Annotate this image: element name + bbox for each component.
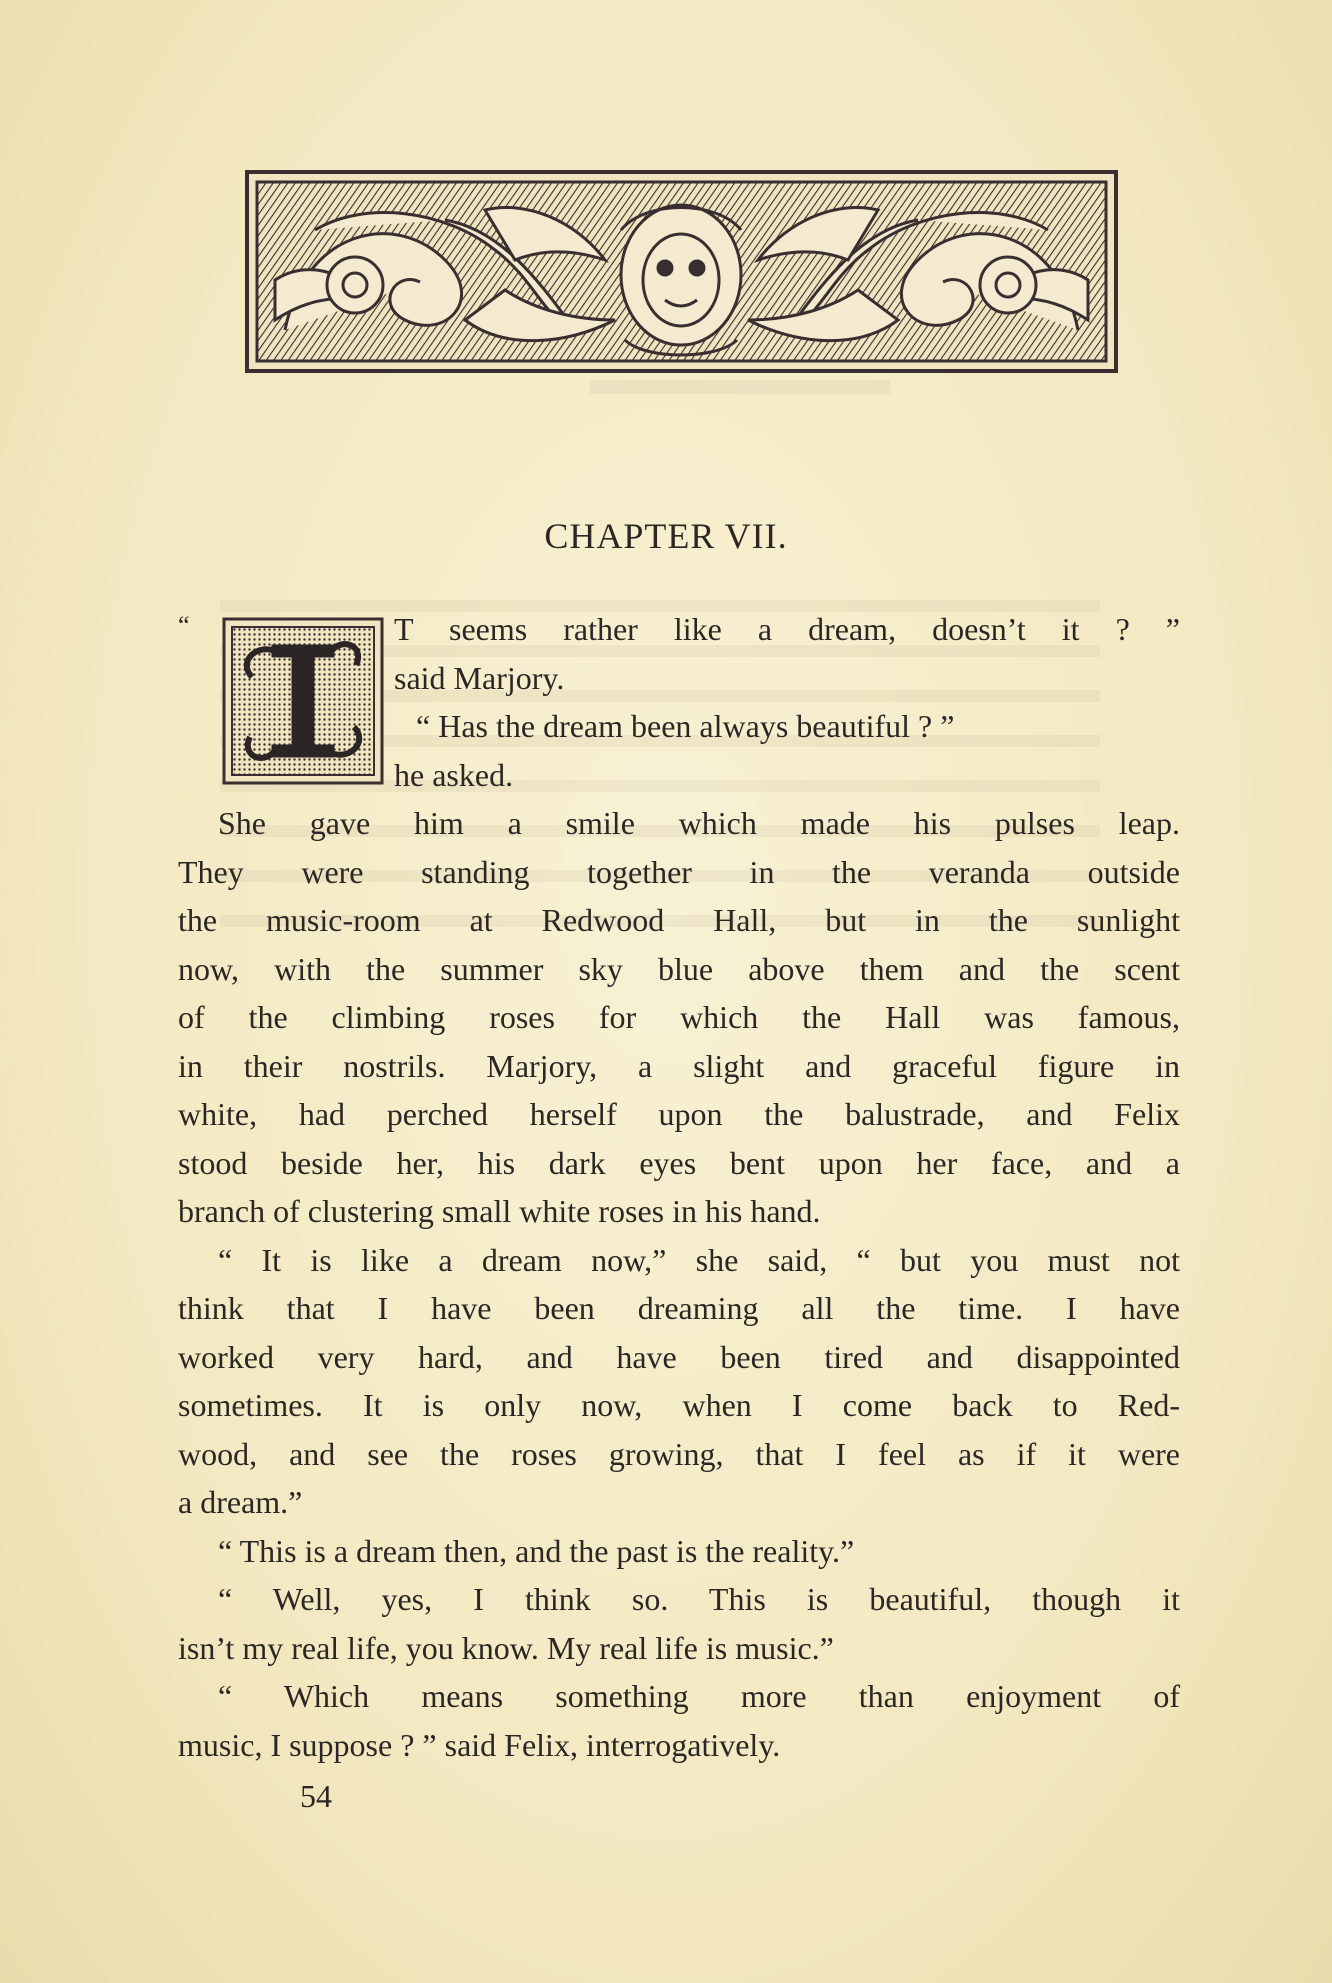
text-line: isn’t my real life, you know. My real life is music.”: [178, 1629, 834, 1666]
text-line: wood, and see the roses growing, that I feel as if it were: [178, 1435, 1180, 1472]
text-line: said Marjory.: [394, 659, 565, 696]
chapter-body-text: [178, 605, 1180, 1769]
text-line: of the climbing roses for which the Hall was famous,: [178, 999, 1180, 1035]
text-line: “ It is like a dream now,” she said, “ but you must not: [218, 1241, 1180, 1278]
text-line: She gave him a smile which made his pulses leap.: [218, 805, 1180, 841]
chapter-title: CHAPTER VII.: [544, 516, 788, 556]
text-line: “ This is a dream then, and the past is the reality.”: [218, 1532, 855, 1569]
text-line: in their nostrils. Marjory, a slight and graceful figure in: [178, 1047, 1180, 1084]
text-line: think that I have been dreaming all the time. I have: [178, 1290, 1180, 1326]
text-line: “ Has the dream been always beautiful ? ”: [416, 708, 955, 744]
ornamental-headpiece: [245, 170, 1118, 373]
page-number: 54: [300, 1778, 332, 1814]
text-line: T seems rather like a dream, doesn’t it ? ”: [394, 611, 1180, 647]
foliage-ornament-icon: [245, 170, 1118, 373]
text-line: branch of clustering small white roses in his hand.: [178, 1193, 821, 1229]
text-line: “ Well, yes, I think so. This is beautiful, though it: [218, 1581, 1180, 1617]
text-line: white, had perched herself upon the balustrade, and Felix: [178, 1096, 1180, 1132]
text-line: now, with the summer sky blue above them and the scent: [178, 950, 1180, 987]
text-line: They were standing together in the veranda outside: [178, 853, 1180, 890]
opening-quote-mark: “: [178, 611, 190, 640]
text-line: the music-room at Redwood Hall, but in the sunlight: [178, 902, 1180, 938]
text-line: stood beside her, his dark eyes bent upon her face, and a: [178, 1144, 1180, 1181]
text-line: music, I suppose ? ” said Felix, interrogatively.: [178, 1726, 781, 1763]
text-line: worked very hard, and have been tired and disappointed: [178, 1338, 1180, 1375]
text-line: sometimes. It is only now, when I come back to Red-: [178, 1387, 1180, 1423]
text-line: a dream.”: [178, 1484, 303, 1520]
text-line: “ Which means something more than enjoyment of: [218, 1678, 1180, 1714]
text-line: he asked.: [394, 756, 514, 793]
